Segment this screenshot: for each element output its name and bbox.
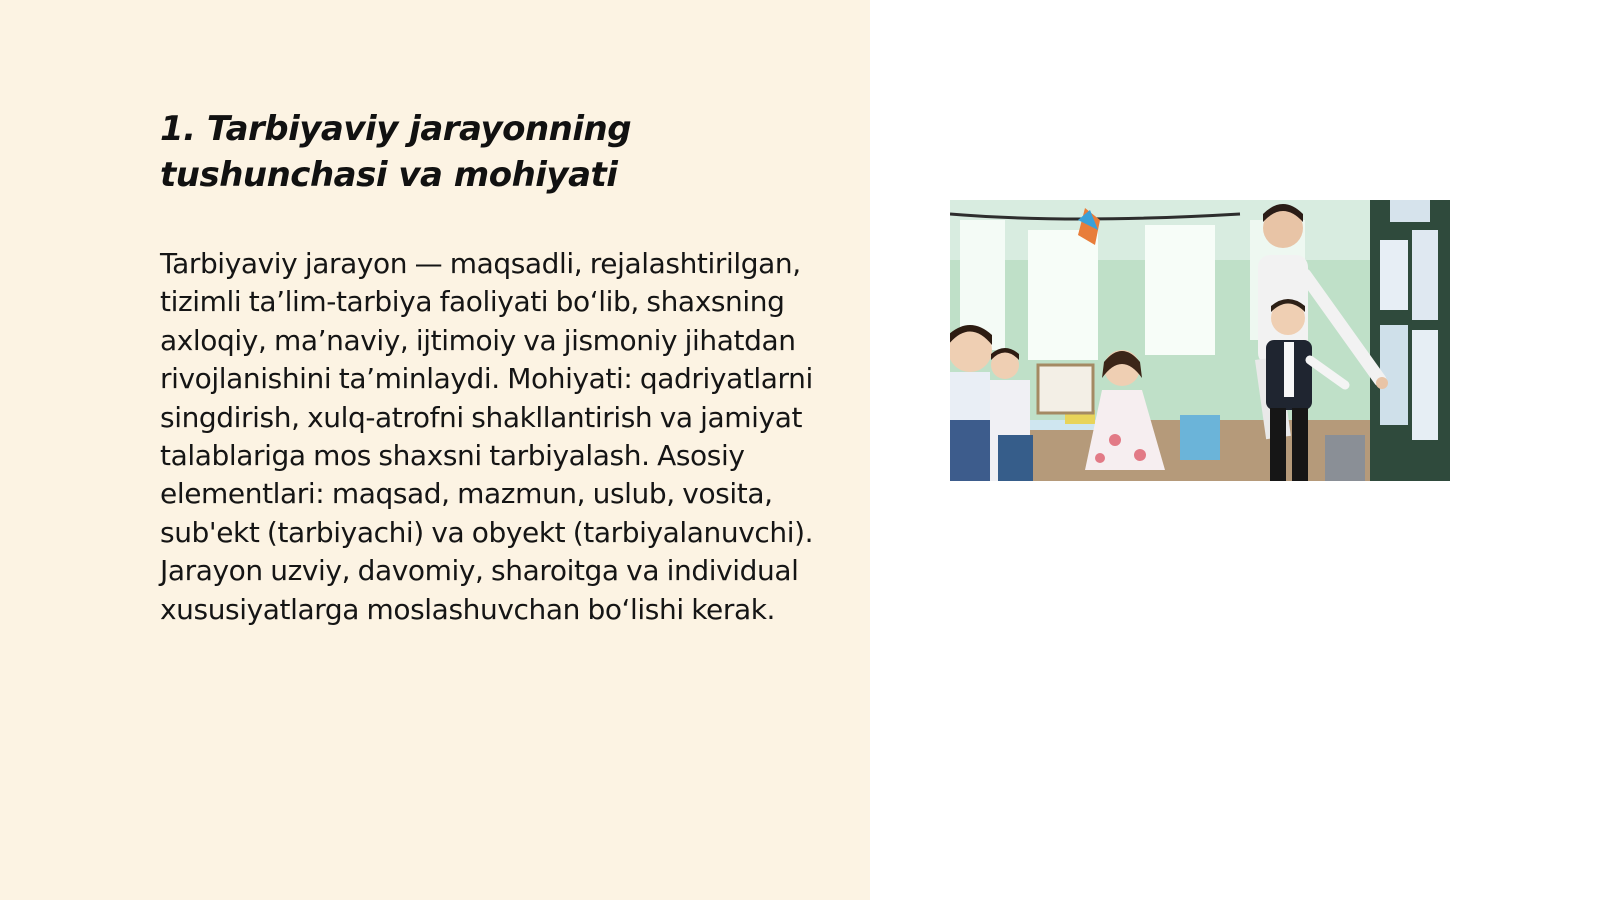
slide-body-text: Tarbiyaviy jarayon — maqsadli, rejalashtirilgan, tizimli ta’lim-tarbiya faoliyati bo‘lib, shaxsning axloqiy, ma’naviy, ijtimoiy va jismoniy jihatdan rivojlanishini ta’minlaydi. Mohiyati: qadriyatlarni singdirish, xulq-atrofni shakllantirish va jamiyat talablariga mos shaxsni tarbiyalash. Asosiy elementlari: maqsad, mazmun, uslub, vosita, sub'ekt (tarbiyachi) va obyekt (tarbiyalanuvchi). Jarayon uzviy, davomiy, sharoitga va individual xususiyatlarga moslashuvchan bo‘lishi kerak. xyxy=(160,247,814,626)
slide-title: 1. Tarbiyaviy jarayonning tushunchasi va mohiyati xyxy=(160,109,632,195)
classroom-photo xyxy=(950,200,1450,481)
